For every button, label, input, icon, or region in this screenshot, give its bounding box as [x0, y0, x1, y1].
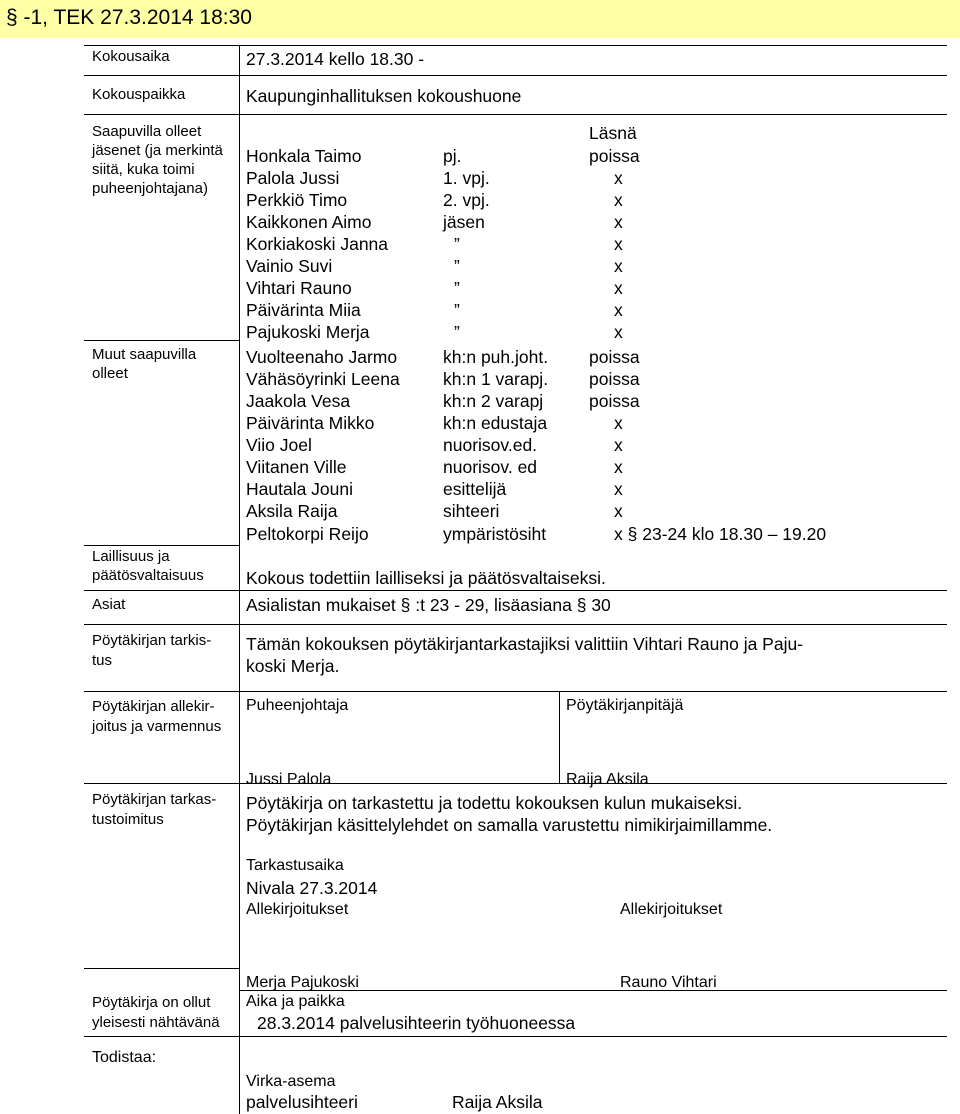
- label-line: jäsenet (ja merkintä: [92, 142, 223, 159]
- member-presence: poissa: [589, 146, 640, 166]
- other-role: ympäristösiht: [443, 524, 547, 544]
- secretary-label: Pöytäkirjanpitäjä: [566, 697, 684, 714]
- other-role: esittelijä: [443, 479, 507, 499]
- other-role: kh:n puh.joht.: [443, 347, 549, 367]
- signer-right-name: Rauno Vihtari: [620, 974, 717, 991]
- member-name: Kaikkonen Aimo: [246, 212, 372, 232]
- other-presence: x: [614, 501, 623, 521]
- position-label: Virka-asema: [246, 1073, 336, 1090]
- member-role: ”: [454, 278, 460, 298]
- divider: [84, 624, 947, 625]
- label-line: Muut saapuvilla: [92, 346, 197, 363]
- other-name: Jaakola Vesa: [246, 391, 351, 411]
- other-presence: x: [614, 435, 623, 455]
- label-line: Pöytäkirja on ollut: [92, 994, 211, 1011]
- other-presence: poissa: [589, 391, 640, 411]
- member-presence: x: [614, 278, 623, 298]
- label-line: joitus ja varmennus: [92, 718, 222, 735]
- text-line: Pöytäkirja on tarkastettu ja todettu kokouksen kulun mukaiseksi.: [246, 793, 743, 813]
- chair-name: Jussi Palola: [246, 771, 332, 788]
- divider: [84, 545, 239, 546]
- member-presence: x: [614, 300, 623, 320]
- label-line: Pöytäkirjan tarkis-: [92, 632, 212, 649]
- member-role: 2. vpj.: [443, 190, 490, 210]
- other-name: Vuolteenaho Jarmo: [246, 347, 398, 367]
- items-label: Asiat: [92, 596, 126, 613]
- member-role: ”: [454, 234, 460, 254]
- verification-text: [246, 792, 772, 836]
- position-holder-name: Raija Aksila: [452, 1092, 543, 1112]
- member-name: Honkala Taimo: [246, 146, 362, 166]
- member-name: Päivärinta Miia: [246, 300, 361, 320]
- other-role: kh:n edustaja: [443, 413, 548, 433]
- divider: [84, 45, 947, 46]
- page-header: [0, 0, 960, 38]
- verification-label: [92, 790, 216, 830]
- other-name: Viio Joel: [246, 435, 312, 455]
- column-divider: [559, 691, 560, 783]
- legality-label: [92, 547, 204, 585]
- label-line: puheenjohtajana): [92, 180, 208, 197]
- member-role: ”: [454, 300, 460, 320]
- member-name: Pajukoski Merja: [246, 322, 370, 342]
- label-line: yleisesti nähtävänä: [92, 1014, 220, 1031]
- signatures-label-right: Allekirjoitukset: [620, 901, 723, 918]
- label-line: siitä, kuka toimi: [92, 161, 195, 178]
- other-role: sihteeri: [443, 501, 500, 521]
- member-role: pj.: [443, 146, 462, 166]
- section-title: § -1, TEK 27.3.2014 18:30: [6, 6, 252, 29]
- text-line: koski Merja.: [246, 656, 340, 676]
- other-name: Aksila Raija: [246, 501, 338, 521]
- time-place-value: 28.3.2014 palvelusihteerin työhuoneessa: [257, 1013, 576, 1033]
- review-value: [246, 633, 803, 677]
- divider: [84, 75, 947, 76]
- member-presence: x: [614, 256, 623, 276]
- certify-label: Todistaa:: [92, 1049, 157, 1066]
- label-line: tus: [92, 652, 113, 669]
- others-label: [92, 345, 196, 383]
- signature-label: [92, 697, 221, 737]
- member-name: Korkiakoski Janna: [246, 234, 389, 254]
- member-role: ”: [454, 256, 460, 276]
- other-name: Hautala Jouni: [246, 479, 354, 499]
- label-line: Pöytäkirjan tarkas-: [92, 791, 217, 808]
- divider: [84, 114, 947, 115]
- member-presence: x: [614, 190, 623, 210]
- other-presence: poissa: [589, 347, 640, 367]
- other-name: Peltokorpi Reijo: [246, 524, 369, 544]
- time-place-label: Aika ja paikka: [246, 993, 345, 1010]
- items-value: Asialistan mukaiset § :t 23 - 29, lisäasiana § 30: [246, 595, 611, 615]
- member-presence: x: [614, 234, 623, 254]
- divider: [84, 590, 947, 591]
- other-presence: x: [614, 413, 623, 433]
- other-presence: x: [614, 457, 623, 477]
- text-line: Tämän kokouksen pöytäkirjantarkastajiksi valittiin Vihtari Rauno ja Paju-: [246, 634, 804, 654]
- member-role: jäsen: [443, 212, 485, 232]
- label-line: Saapuvilla olleet: [92, 123, 202, 140]
- meeting-place-label: Kokouspaikka: [92, 86, 186, 103]
- other-role: nuorisov.ed.: [443, 435, 538, 455]
- text-line: Pöytäkirjan käsittelylehdet on samalla varustettu nimikirjaimillamme.: [246, 815, 773, 835]
- column-divider: [239, 45, 240, 1114]
- other-role: nuorisov. ed: [443, 457, 538, 477]
- other-presence: poissa: [589, 369, 640, 389]
- member-name: Vihtari Rauno: [246, 278, 352, 298]
- signer-left-name: Merja Pajukoski: [246, 974, 359, 991]
- public-display-label: [92, 993, 220, 1033]
- label-line: tustoimitus: [92, 811, 164, 828]
- other-role: kh:n 1 varapj.: [443, 369, 549, 389]
- meeting-time-value: 27.3.2014 kello 18.30 -: [246, 49, 425, 69]
- label-line: Pöytäkirjan allekir-: [92, 698, 215, 715]
- divider: [84, 783, 947, 784]
- member-name: Perkkiö Timo: [246, 190, 348, 210]
- other-presence: x § 23-24 klo 18.30 – 19.20: [614, 524, 827, 544]
- label-line: Laillisuus ja: [92, 548, 170, 565]
- review-label: [92, 631, 211, 671]
- verification-time-value: Nivala 27.3.2014: [246, 878, 378, 898]
- member-name: Palola Jussi: [246, 168, 340, 188]
- chair-label: Puheenjohtaja: [246, 697, 349, 714]
- other-name: Viitanen Ville: [246, 457, 347, 477]
- member-role: ”: [454, 322, 460, 342]
- divider: [84, 968, 239, 969]
- signatures-label-left: Allekirjoitukset: [246, 901, 349, 918]
- meeting-place-value: Kaupunginhallituksen kokoushuone: [246, 86, 522, 106]
- member-presence: x: [614, 322, 623, 342]
- legality-value: Kokous todettiin lailliseksi ja päätösvaltaiseksi.: [246, 568, 606, 588]
- member-presence: x: [614, 168, 623, 188]
- other-presence: x: [614, 479, 623, 499]
- other-role: kh:n 2 varapj: [443, 391, 544, 411]
- label-line: olleet: [92, 365, 128, 382]
- member-role: 1. vpj.: [443, 168, 490, 188]
- other-name: Päivärinta Mikko: [246, 413, 375, 433]
- secretary-name: Raija Aksila: [566, 771, 649, 788]
- verification-time-label: Tarkastusaika: [246, 857, 344, 874]
- member-presence: x: [614, 212, 623, 232]
- label-line: päätösvaltaisuus: [92, 567, 204, 584]
- divider: [84, 691, 947, 692]
- member-name: Vainio Suvi: [246, 256, 333, 276]
- position-value: palvelusihteeri: [246, 1092, 358, 1112]
- meeting-time-label: Kokousaika: [92, 48, 170, 65]
- divider: [84, 1036, 947, 1037]
- other-name: Vähäsöyrinki Leena: [246, 369, 400, 389]
- present-column-header: Läsnä: [589, 123, 637, 143]
- divider: [84, 340, 239, 341]
- attendees-label: [92, 122, 223, 198]
